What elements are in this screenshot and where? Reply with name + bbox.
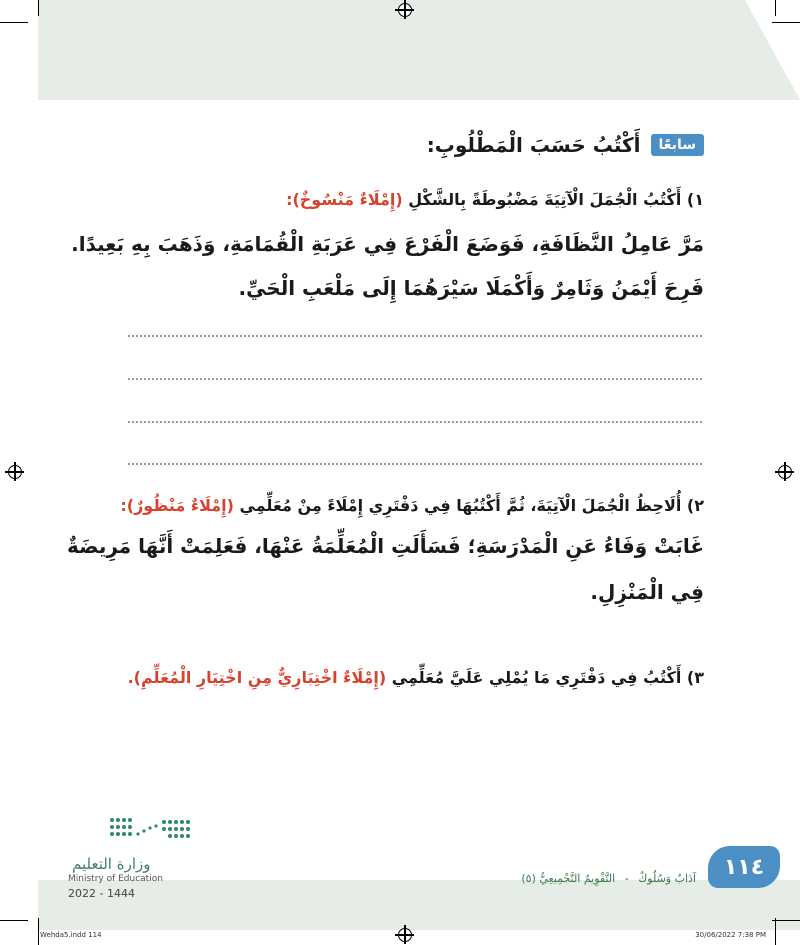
crop-mark (38, 918, 39, 945)
print-slug-date: 30/06/2022 7:38 PM (695, 931, 766, 939)
section-title: أَكْتُبُ حَسَبَ الْمَطْلُوبِ: (426, 133, 641, 157)
crop-mark (0, 920, 28, 921)
question-2-text: ٢) أُلَاحِظُ الْجُمَلَ الْآتِيَةَ، ثُمَّ أَكْتُبُهَا فِي دَفْتَرِي إِمْلَاءً مِنْ مُعَلِّمِي (239, 496, 704, 515)
question-3-tag: (إِمْلَاءٌ اخْتِبَارِيٌّ مِنِ اخْتِيَارِ الْمُعَلِّمِ). (127, 668, 387, 687)
question-2-tag: (إِمْلَاءٌ مَنْظُورٌ): (120, 496, 234, 515)
question-3-prompt (128, 668, 704, 687)
footer-separator: - (624, 872, 629, 885)
writing-line[interactable] (128, 463, 702, 465)
question-1-prompt (286, 190, 704, 209)
question-1-text: ١) أَكْتُبُ الْجُمَلَ الْآتِيَةَ مَضْبُوطَةً بِالشَّكْلِ (408, 190, 704, 209)
edition-year: 2022 - 1444 (68, 887, 135, 900)
page-number: ١١٤ (708, 846, 780, 888)
footer-caption (521, 872, 696, 885)
question-1-sentence-2: فَرِحَ أَيْمَنُ وَثَامِرٌ وَأَكْمَلَا سَيْرَهُمَا إِلَى مَلْعَبِ الْحَيِّ. (238, 276, 704, 300)
crop-mark (775, 918, 776, 945)
registration-mark-icon (8, 465, 22, 479)
top-band (38, 0, 800, 100)
crop-mark (772, 920, 800, 921)
crop-mark (772, 22, 800, 23)
crop-mark (0, 22, 28, 23)
registration-mark-icon (398, 3, 412, 17)
registration-mark-icon (778, 465, 792, 479)
crop-mark (775, 0, 776, 16)
section-heading (427, 133, 704, 157)
ministry-name-english: Ministry of Education (68, 874, 163, 884)
question-1-sentence-1: مَرَّ عَامِلُ النَّظَافَةِ، فَوَضَعَ الْفَرْعَ فِي عَرَبَةِ الْقُمَامَةِ، وَذَهَبَ بِهِ بَعِيدًا. (71, 232, 704, 256)
question-1-tag: (إِمْلَاءٌ مَنْسُوخٌ): (286, 190, 403, 209)
book-title: آدَابٌ وَسُلُوكٌ (638, 872, 696, 885)
question-2-sentence-1: غَابَتْ وَفَاءُ عَنِ الْمَدْرَسَةِ؛ فَسَأَلَتِ الْمُعَلِّمَةُ عَنْهَا، فَعَلِمَتْ أَنَّهَا مَرِيضَةٌ (67, 534, 704, 558)
crop-mark (38, 0, 39, 16)
ministry-logo-icon (108, 816, 204, 848)
unit-title: التَّقْوِيمُ التَّجْمِيعِيُّ (٥) (521, 872, 616, 885)
registration-mark-icon (398, 928, 412, 942)
section-badge: سابعًا (651, 134, 704, 156)
question-2-sentence-2: فِي الْمَنْزِلِ. (590, 580, 704, 604)
writing-line[interactable] (128, 378, 702, 380)
writing-line[interactable] (128, 421, 702, 423)
bottom-band (38, 880, 800, 930)
top-band-corner (745, 0, 800, 100)
question-2-prompt (120, 496, 704, 515)
writing-line[interactable] (128, 335, 702, 337)
question-3-text: ٣) أَكْتُبُ فِي دَفْتَرِي مَا يُمْلِي عَلَيَّ مُعَلِّمِي (391, 668, 704, 687)
ministry-name-arabic: وزارة التعليم (72, 855, 151, 873)
print-slug-file: Wehda5.indd 114 (40, 931, 102, 939)
